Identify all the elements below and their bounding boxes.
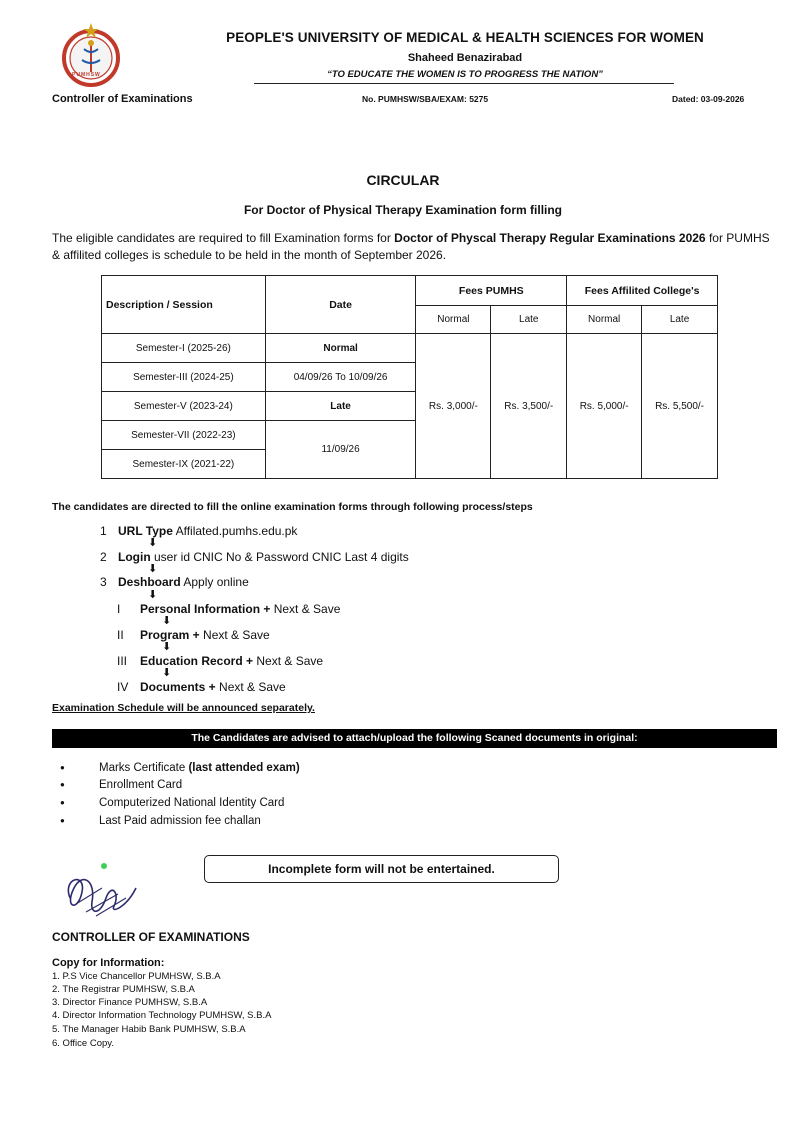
header-fees-affiliated: Fees Affilited College's: [567, 276, 718, 306]
date-normal-range: 04/09/26 To 10/09/26: [265, 363, 416, 392]
step-label: Deshboard: [118, 575, 181, 589]
substep-4: [117, 680, 286, 694]
step-number: 3: [100, 575, 107, 589]
substep-text: Next & Save: [199, 628, 270, 642]
header-pumhs-normal: Normal: [416, 306, 491, 334]
substep-text: Next & Save: [270, 602, 341, 616]
arrow-down-icon: ⬇: [148, 589, 158, 601]
documents-banner: The Candidates are advised to attach/upload the following Scaned documents in original:: [52, 729, 777, 748]
session-cell: Semester-I (2025-26): [102, 334, 266, 363]
document-item: [60, 797, 284, 809]
substep-label: Education Record +: [140, 654, 254, 668]
process-directive: The candidates are directed to fill the online examination forms through following process/steps: [52, 501, 533, 513]
step-number: 2: [100, 550, 107, 564]
bullet-icon: ●: [60, 780, 65, 790]
document-item: [60, 762, 300, 774]
substep-number: II: [117, 628, 124, 642]
copy-item: 2. The Registrar PUMHSW, S.B.A: [52, 984, 195, 995]
session-cell: Semester-III (2024-25): [102, 363, 266, 392]
substep-label: Program +: [140, 628, 200, 642]
arrow-down-icon: ⬇: [162, 615, 172, 627]
step-text: user id CNIC No & Password CNIC Last 4 digits: [150, 550, 409, 564]
fee-pumhs-late: Rs. 3,500/-: [491, 334, 567, 479]
step-3: [100, 575, 249, 589]
substep-text: Next & Save: [253, 654, 324, 668]
arrow-down-icon: ⬇: [148, 537, 158, 549]
schedule-table: [101, 275, 718, 479]
issue-date: Dated: 03-09-2026: [672, 94, 745, 104]
session-cell: Semester-V (2023-24): [102, 392, 266, 421]
fee-aff-late: Rs. 5,500/-: [642, 334, 718, 479]
step-text: Affilated.pumhs.edu.pk: [172, 524, 298, 538]
session-cell: Semester-IX (2021-22): [102, 450, 266, 479]
header-aff-late: Late: [642, 306, 718, 334]
substep-2: [117, 628, 270, 642]
bullet-icon: ●: [60, 763, 65, 773]
substep-label: Documents +: [140, 680, 216, 694]
university-logo: [58, 22, 124, 88]
copy-item: 6. Office Copy.: [52, 1038, 114, 1049]
substep-number: III: [117, 654, 128, 668]
substep-label: Personal Information +: [140, 602, 271, 616]
arrow-down-icon: ⬇: [162, 667, 172, 679]
incomplete-form-notice: Incomplete form will not be entertained.: [204, 855, 559, 883]
document-text: Computerized National Identity Card: [99, 797, 285, 809]
signature-image: [56, 858, 146, 924]
substep-3: [117, 654, 323, 668]
fee-aff-normal: Rs. 5,000/-: [567, 334, 642, 479]
header-aff-normal: Normal: [567, 306, 642, 334]
fee-pumhs-normal: Rs. 3,000/-: [416, 334, 491, 479]
substep-number: IV: [117, 680, 129, 694]
header-pumhs-late: Late: [491, 306, 567, 334]
step-1: [100, 524, 297, 538]
university-name: PEOPLE'S UNIVERSITY OF MEDICAL & HEALTH SCIENCES FOR WOMEN: [226, 30, 704, 45]
document-text-bold: (last attended exam): [188, 762, 300, 774]
document-item: [60, 815, 261, 827]
step-2: [100, 550, 409, 564]
document-text: Enrollment Card: [99, 779, 183, 791]
date-normal-label: Normal: [265, 334, 416, 363]
substep-text: Next & Save: [215, 680, 286, 694]
document-text: Last Paid admission fee challan: [99, 815, 261, 827]
header-fees-pumhs: Fees PUMHS: [416, 276, 567, 306]
arrow-down-icon: ⬇: [162, 641, 172, 653]
document-subtitle: For Doctor of Physical Therapy Examination form filling: [243, 203, 563, 217]
reference-number: No. PUMHSW/SBA/EXAM: 5275: [362, 94, 489, 104]
signatory-title: CONTROLLER OF EXAMINATIONS: [52, 930, 250, 944]
university-motto: “TO EDUCATE THE WOMEN IS TO PROGRESS THE NATION”: [327, 69, 603, 80]
date-late-label: Late: [265, 392, 416, 421]
intro-bold: Doctor of Physcal Therapy Regular Examinations 2026: [394, 231, 706, 245]
copy-item: 3. Director Finance PUMHSW, S.B.A: [52, 997, 208, 1008]
step-number: 1: [100, 524, 107, 538]
copy-item: 1. P.S Vice Chancellor PUMHSW, S.B.A: [52, 971, 221, 982]
schedule-note: Examination Schedule will be announced separately.: [52, 702, 315, 714]
header-description: Description / Session: [102, 276, 266, 334]
bullet-icon: ●: [60, 798, 65, 808]
substep-1: [117, 602, 340, 616]
copy-item: 4. Director Information Technology PUMHSW, S.B.A: [52, 1010, 272, 1021]
intro-paragraph: [52, 230, 778, 264]
logo-lettering: PUMHSW: [72, 72, 101, 78]
date-late-value: 11/09/26: [265, 421, 416, 479]
document-text: Marks Certificate: [99, 762, 189, 774]
header-divider: [254, 83, 674, 84]
copy-title: Copy for Information:: [52, 957, 165, 969]
header-date: Date: [265, 276, 416, 334]
copy-item: 5. The Manager Habib Bank PUMHSW, S.B.A: [52, 1024, 246, 1035]
campus-name: Shaheed Benazirabad: [407, 52, 523, 64]
intro-text-1: The eligible candidates are required to fill Examination forms for: [52, 231, 395, 245]
arrow-down-icon: ⬇: [148, 563, 158, 575]
substep-number: I: [117, 602, 121, 616]
step-label: Login: [118, 550, 151, 564]
session-cell: Semester-VII (2022-23): [102, 421, 266, 450]
document-item: [60, 779, 182, 791]
bullet-icon: ●: [60, 816, 65, 826]
intro-text-2: for PUMHS & affilited colleges is schedule to be held in the month of September 2026.: [52, 231, 770, 262]
step-label: URL Type: [118, 524, 173, 538]
document-title: CIRCULAR: [366, 172, 440, 188]
step-text: Apply online: [180, 575, 249, 589]
issuing-office: Controller of Examinations: [52, 93, 193, 105]
